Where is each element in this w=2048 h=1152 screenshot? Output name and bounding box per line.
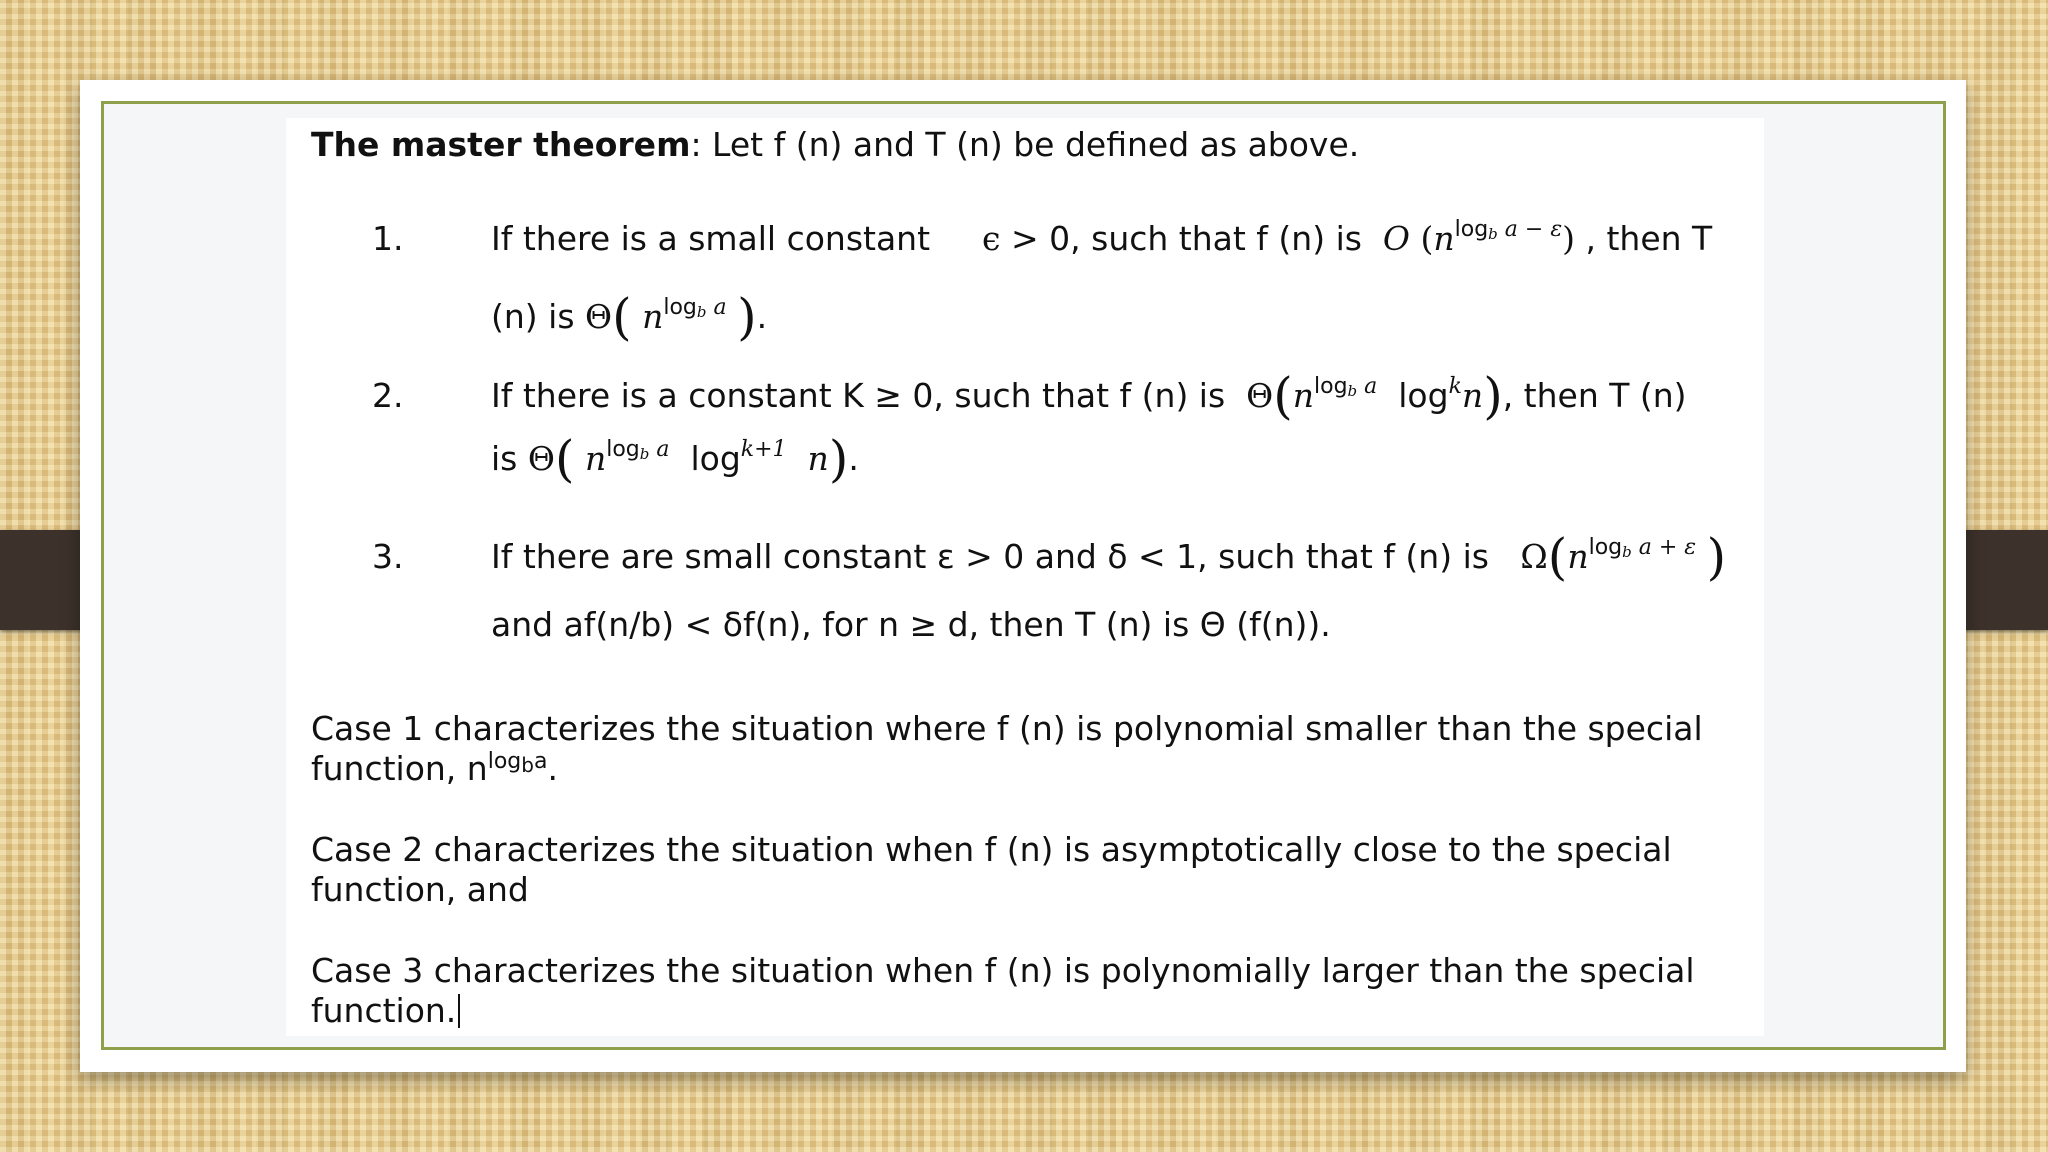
item-1-line-1: If there is a small constant ϵ > 0, such that f (n) is O $(n^{log_b a - \varepsilon})$ , then T <box>491 217 1713 258</box>
case-1-sup2: a <box>533 749 548 774</box>
case-1-line-2 <box>311 749 1703 789</box>
case-3-text: function. <box>311 991 457 1030</box>
item-1-theta: Θ <box>585 297 613 336</box>
item-1-base: b <box>1488 225 1498 243</box>
item-2-theta2: Θ <box>527 439 555 478</box>
item-3-exp-tail: a + ε <box>1638 535 1697 560</box>
item-2-line-2-text: is <box>491 439 518 478</box>
item-2-k: k <box>1448 374 1462 399</box>
case-2-line-1: Case 2 characterizes the situation when f (n) is asymptotically close to the special <box>311 830 1672 869</box>
item-2-base: b <box>1347 382 1358 400</box>
item-3-text-a: If there are small constant ε > 0 and δ < 1, such that f (n) is <box>491 537 1489 576</box>
case-3-paragraph <box>311 951 1695 1031</box>
item-1-n: n <box>1433 219 1455 258</box>
item-3-line-2: and af(n/b) < δf(n), for n ≥ d, then T (n) is Θ (f(n)). <box>491 605 1331 644</box>
case-1-line-1: Case 1 characterizes the situation where f (n) is polynomial smaller than the special <box>311 709 1703 748</box>
item-3-omega: Ω <box>1520 537 1548 576</box>
item-2-line-2: is Θ( $n^{log_b a}$ $\log^{k+1} n$). <box>491 430 859 488</box>
item-3-line-1: If there are small constant ε > 0 and δ < 1, such that f (n) is $\Omega(n^{log_b a + \varepsilon}$ ) <box>491 528 1727 586</box>
item-2-k-plus-1: k+1 <box>740 437 787 462</box>
case-1-paragraph <box>311 709 1703 789</box>
case-3-line-2 <box>311 991 1695 1031</box>
theorem-heading <box>311 125 1360 164</box>
item-1-epsilon: ϵ <box>982 219 1001 258</box>
item-2-n: n <box>1292 376 1314 415</box>
item-2-n3: n <box>584 439 607 478</box>
item-2-a2: a <box>656 437 670 462</box>
item-1-n2: n <box>642 297 664 336</box>
item-1-log2: log <box>663 295 697 320</box>
item-1-exp-tail: a − ε <box>1504 217 1563 242</box>
item-2-n2: n <box>1461 376 1484 415</box>
item-2-a: a <box>1364 374 1378 399</box>
text-cursor <box>458 994 460 1028</box>
item-1-then: , then T <box>1585 219 1713 258</box>
case-1-sub: b <box>521 753 534 777</box>
item-3-number: 3. <box>372 537 404 576</box>
item-2-n4: n <box>807 439 829 478</box>
case-1-sup: log <box>487 749 522 774</box>
case-2-paragraph <box>311 830 1672 910</box>
item-3-log: log <box>1588 535 1623 560</box>
item-2-line-1: If there is a constant K ≥ 0, such that f (n) is $\Theta(n^{log_b a}$ $\log^kn$), then T (n) <box>491 367 1687 425</box>
item-2-log-exp: log <box>1314 374 1348 399</box>
case-1-end: . <box>547 749 558 788</box>
item-1-log: log <box>1454 217 1489 242</box>
item-1-text-a: If there is a small constant <box>491 219 931 258</box>
item-2-base2: b <box>639 445 650 463</box>
case-1-prefix: function, n <box>311 749 488 788</box>
item-1-number: 1. <box>372 219 404 258</box>
item-2-number: 2. <box>372 376 404 415</box>
item-1-line-2-text: (n) is <box>491 297 575 336</box>
item-2-log-exp2: log <box>606 437 640 462</box>
item-1-a2: a <box>713 295 727 320</box>
item-1-line-2: (n) is Θ( $n^{log_b a}$ ). <box>491 288 768 346</box>
item-3-base: b <box>1622 543 1632 561</box>
item-1-text-b: > 0, such that f (n) is <box>1011 219 1362 258</box>
item-3-n: n <box>1567 537 1589 576</box>
item-1-base2: b <box>696 303 707 321</box>
item-1-big-o: O <box>1382 219 1410 258</box>
heading-rest: : Let f (n) and T (n) be defined as above. <box>690 125 1360 164</box>
item-2-log2: log <box>690 439 741 478</box>
item-2-theta: Θ <box>1246 376 1274 415</box>
item-2-text-a: If there is a constant K ≥ 0, such that f (n) is <box>491 376 1226 415</box>
case-2-line-2: function, and <box>311 870 529 909</box>
item-2-log: log <box>1398 376 1449 415</box>
item-2-then: , then T (n) <box>1502 376 1687 415</box>
case-3-line-1: Case 3 characterizes the situation when f (n) is polynomially larger than the special <box>311 951 1695 990</box>
heading-bold: The master theorem <box>311 125 691 164</box>
